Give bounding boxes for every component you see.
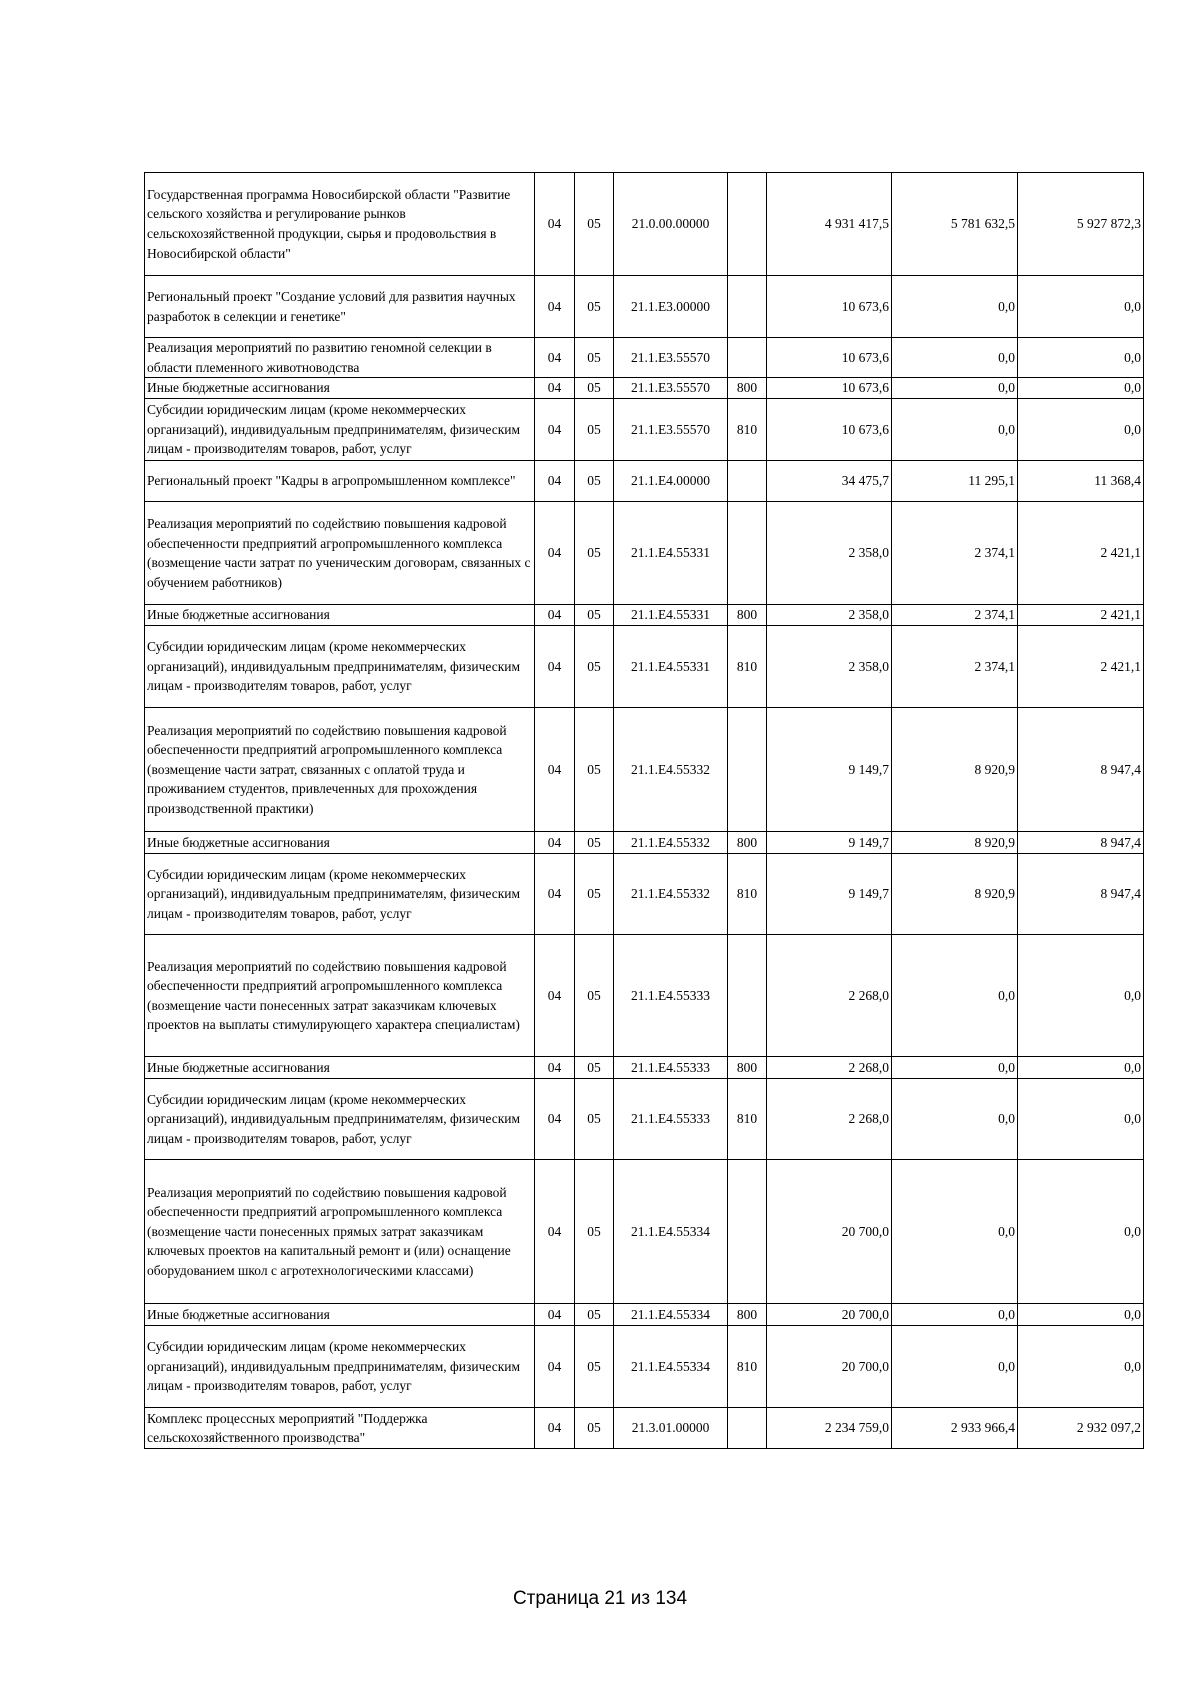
amount-year-1: 2 268,0	[767, 1057, 892, 1079]
target-article-code: 21.1.E4.55333	[614, 1079, 728, 1160]
row-description: Реализация мероприятий по содействию повышения кадровой обеспеченности предприятий агропромышленного комплекса (возмещение части понесенных прямых затрат заказчикам ключевых проектов на капитальный ремонт и (или) оснащение оборудованием школ с агротехнологическими классами)	[145, 1160, 535, 1304]
section-code: 04	[535, 708, 575, 832]
table-row	[145, 338, 1144, 378]
expense-type-code	[728, 461, 767, 502]
section-code: 04	[535, 1160, 575, 1304]
amount-year-1: 10 673,6	[767, 338, 892, 378]
amount-year-2: 0,0	[892, 935, 1018, 1057]
row-description: Субсидии юридическим лицам (кроме некоммерческих организаций), индивидуальным предпринимателям, физическим лицам - производителям товаров, работ, услуг	[145, 1079, 535, 1160]
row-description: Субсидии юридическим лицам (кроме некоммерческих организаций), индивидуальным предпринимателям, физическим лицам - производителям товаров, работ, услуг	[145, 854, 535, 935]
amount-year-1: 2 358,0	[767, 605, 892, 626]
table-row	[145, 1057, 1144, 1079]
amount-year-3: 0,0	[1018, 338, 1144, 378]
subsection-code: 05	[575, 708, 614, 832]
amount-year-2: 2 374,1	[892, 605, 1018, 626]
subsection-code: 05	[575, 378, 614, 399]
expense-type-code: 800	[728, 605, 767, 626]
table-row	[145, 708, 1144, 832]
target-article-code: 21.1.E4.55332	[614, 708, 728, 832]
table-row	[145, 1079, 1144, 1160]
expense-type-code	[728, 276, 767, 338]
amount-year-3: 8 947,4	[1018, 708, 1144, 832]
subsection-code: 05	[575, 1057, 614, 1079]
amount-year-1: 9 149,7	[767, 854, 892, 935]
row-description: Иные бюджетные ассигнования	[145, 1304, 535, 1326]
section-code: 04	[535, 832, 575, 854]
target-article-code: 21.1.E4.55334	[614, 1304, 728, 1326]
budget-table	[144, 172, 1144, 1449]
subsection-code: 05	[575, 605, 614, 626]
section-code: 04	[535, 378, 575, 399]
target-article-code: 21.1.E4.55331	[614, 502, 728, 605]
target-article-code: 21.1.E4.55333	[614, 1057, 728, 1079]
amount-year-1: 2 358,0	[767, 502, 892, 605]
target-article-code: 21.1.E4.55331	[614, 605, 728, 626]
row-description: Иные бюджетные ассигнования	[145, 605, 535, 626]
row-description: Реализация мероприятий по содействию повышения кадровой обеспеченности предприятий агропромышленного комплекса (возмещение части затрат, связанных с оплатой труда и проживанием студентов, привлеченных для прохождения производственной практики)	[145, 708, 535, 832]
amount-year-3: 8 947,4	[1018, 854, 1144, 935]
row-description: Реализация мероприятий по содействию повышения кадровой обеспеченности предприятий агропромышленного комплекса (возмещение части затрат по ученическим договорам, связанных с обучением работников)	[145, 502, 535, 605]
table-row	[145, 1160, 1144, 1304]
target-article-code: 21.1.E4.55332	[614, 832, 728, 854]
target-article-code: 21.3.01.00000	[614, 1408, 728, 1449]
amount-year-1: 2 268,0	[767, 1079, 892, 1160]
amount-year-1: 9 149,7	[767, 708, 892, 832]
section-code: 04	[535, 1057, 575, 1079]
row-description: Реализация мероприятий по содействию повышения кадровой обеспеченности предприятий агропромышленного комплекса (возмещение части понесенных затрат заказчикам ключевых проектов на выплаты стимулирующего характера специалистам)	[145, 935, 535, 1057]
table-row	[145, 502, 1144, 605]
table-row	[145, 832, 1144, 854]
expense-type-code: 810	[728, 626, 767, 708]
expense-type-code: 810	[728, 1326, 767, 1408]
target-article-code: 21.1.E3.55570	[614, 378, 728, 399]
table-row	[145, 626, 1144, 708]
expense-type-code: 800	[728, 1057, 767, 1079]
target-article-code: 21.1.E4.55334	[614, 1326, 728, 1408]
expense-type-code	[728, 1160, 767, 1304]
table-row	[145, 399, 1144, 461]
amount-year-3: 0,0	[1018, 1057, 1144, 1079]
row-description: Региональный проект "Кадры в агропромышленном комплексе"	[145, 461, 535, 502]
amount-year-3: 2 421,1	[1018, 502, 1144, 605]
expense-type-code: 800	[728, 1304, 767, 1326]
amount-year-2: 2 374,1	[892, 502, 1018, 605]
amount-year-3: 0,0	[1018, 276, 1144, 338]
amount-year-2: 11 295,1	[892, 461, 1018, 502]
subsection-code: 05	[575, 399, 614, 461]
section-code: 04	[535, 854, 575, 935]
table-row	[145, 173, 1144, 276]
amount-year-2: 0,0	[892, 1160, 1018, 1304]
row-description: Иные бюджетные ассигнования	[145, 1057, 535, 1079]
page-number: Страница 21 из 134	[512, 1588, 688, 1609]
amount-year-2: 0,0	[892, 338, 1018, 378]
amount-year-2: 0,0	[892, 1057, 1018, 1079]
table-row	[145, 935, 1144, 1057]
expense-type-code	[728, 708, 767, 832]
amount-year-3: 0,0	[1018, 1160, 1144, 1304]
expense-type-code	[728, 502, 767, 605]
row-description: Реализация мероприятий по развитию геномной селекции в области племенного животноводства	[145, 338, 535, 378]
amount-year-1: 2 268,0	[767, 935, 892, 1057]
subsection-code: 05	[575, 1304, 614, 1326]
table-row	[145, 276, 1144, 338]
subsection-code: 05	[575, 832, 614, 854]
amount-year-1: 10 673,6	[767, 276, 892, 338]
target-article-code: 21.1.E4.55331	[614, 626, 728, 708]
section-code: 04	[535, 338, 575, 378]
row-description: Субсидии юридическим лицам (кроме некоммерческих организаций), индивидуальным предпринимателям, физическим лицам - производителям товаров, работ, услуг	[145, 399, 535, 461]
expense-type-code: 810	[728, 399, 767, 461]
section-code: 04	[535, 626, 575, 708]
expense-type-code: 800	[728, 832, 767, 854]
section-code: 04	[535, 399, 575, 461]
target-article-code: 21.1.E3.55570	[614, 399, 728, 461]
expense-type-code: 800	[728, 378, 767, 399]
table-row	[145, 1304, 1144, 1326]
amount-year-2: 8 920,9	[892, 708, 1018, 832]
subsection-code: 05	[575, 1408, 614, 1449]
expense-type-code	[728, 173, 767, 276]
subsection-code: 05	[575, 338, 614, 378]
section-code: 04	[535, 1408, 575, 1449]
amount-year-2: 0,0	[892, 1304, 1018, 1326]
target-article-code: 21.1.E4.55334	[614, 1160, 728, 1304]
subsection-code: 05	[575, 854, 614, 935]
amount-year-2: 8 920,9	[892, 832, 1018, 854]
table-row	[145, 605, 1144, 626]
section-code: 04	[535, 605, 575, 626]
table-row	[145, 854, 1144, 935]
amount-year-2: 0,0	[892, 399, 1018, 461]
expense-type-code	[728, 338, 767, 378]
subsection-code: 05	[575, 461, 614, 502]
amount-year-2: 8 920,9	[892, 854, 1018, 935]
expense-type-code: 810	[728, 1079, 767, 1160]
expense-type-code	[728, 935, 767, 1057]
amount-year-1: 2 358,0	[767, 626, 892, 708]
subsection-code: 05	[575, 626, 614, 708]
amount-year-3: 0,0	[1018, 399, 1144, 461]
section-code: 04	[535, 1304, 575, 1326]
amount-year-2: 2 933 966,4	[892, 1408, 1018, 1449]
row-description: Субсидии юридическим лицам (кроме некоммерческих организаций), индивидуальным предпринимателям, физическим лицам - производителям товаров, работ, услуг	[145, 1326, 535, 1408]
amount-year-2: 0,0	[892, 1079, 1018, 1160]
amount-year-2: 0,0	[892, 378, 1018, 399]
amount-year-1: 10 673,6	[767, 378, 892, 399]
section-code: 04	[535, 1326, 575, 1408]
row-description: Иные бюджетные ассигнования	[145, 378, 535, 399]
amount-year-3: 0,0	[1018, 1326, 1144, 1408]
table-row	[145, 461, 1144, 502]
section-code: 04	[535, 461, 575, 502]
target-article-code: 21.1.E4.55332	[614, 854, 728, 935]
amount-year-3: 0,0	[1018, 935, 1144, 1057]
target-article-code: 21.1.E3.00000	[614, 276, 728, 338]
amount-year-3: 11 368,4	[1018, 461, 1144, 502]
row-description: Комплекс процессных мероприятий "Поддержка сельскохозяйственного производства"	[145, 1408, 535, 1449]
amount-year-2: 5 781 632,5	[892, 173, 1018, 276]
section-code: 04	[535, 276, 575, 338]
section-code: 04	[535, 1079, 575, 1160]
amount-year-3: 2 421,1	[1018, 605, 1144, 626]
subsection-code: 05	[575, 1160, 614, 1304]
section-code: 04	[535, 502, 575, 605]
amount-year-2: 2 374,1	[892, 626, 1018, 708]
subsection-code: 05	[575, 1079, 614, 1160]
amount-year-1: 2 234 759,0	[767, 1408, 892, 1449]
amount-year-2: 0,0	[892, 1326, 1018, 1408]
subsection-code: 05	[575, 276, 614, 338]
table-row	[145, 378, 1144, 399]
target-article-code: 21.0.00.00000	[614, 173, 728, 276]
target-article-code: 21.1.E3.55570	[614, 338, 728, 378]
amount-year-3: 0,0	[1018, 378, 1144, 399]
amount-year-3: 8 947,4	[1018, 832, 1144, 854]
row-description: Иные бюджетные ассигнования	[145, 832, 535, 854]
amount-year-3: 5 927 872,3	[1018, 173, 1144, 276]
amount-year-3: 2 421,1	[1018, 626, 1144, 708]
amount-year-1: 20 700,0	[767, 1326, 892, 1408]
subsection-code: 05	[575, 935, 614, 1057]
expense-type-code	[728, 1408, 767, 1449]
amount-year-1: 9 149,7	[767, 832, 892, 854]
amount-year-3: 0,0	[1018, 1079, 1144, 1160]
target-article-code: 21.1.E4.00000	[614, 461, 728, 502]
row-description: Государственная программа Новосибирской области "Развитие сельского хозяйства и регулирование рынков сельскохозяйственной продукции, сырья и продовольствия в Новосибирской области"	[145, 173, 535, 276]
subsection-code: 05	[575, 502, 614, 605]
amount-year-2: 0,0	[892, 276, 1018, 338]
subsection-code: 05	[575, 1326, 614, 1408]
section-code: 04	[535, 935, 575, 1057]
row-description: Субсидии юридическим лицам (кроме некоммерческих организаций), индивидуальным предпринимателям, физическим лицам - производителям товаров, работ, услуг	[145, 626, 535, 708]
amount-year-1: 20 700,0	[767, 1304, 892, 1326]
target-article-code: 21.1.E4.55333	[614, 935, 728, 1057]
table-row	[145, 1408, 1144, 1449]
amount-year-1: 34 475,7	[767, 461, 892, 502]
amount-year-1: 4 931 417,5	[767, 173, 892, 276]
amount-year-1: 20 700,0	[767, 1160, 892, 1304]
subsection-code: 05	[575, 173, 614, 276]
amount-year-1: 10 673,6	[767, 399, 892, 461]
expense-type-code: 810	[728, 854, 767, 935]
amount-year-3: 0,0	[1018, 1304, 1144, 1326]
section-code: 04	[535, 173, 575, 276]
row-description: Региональный проект "Создание условий для развития научных разработок в селекции и генетике"	[145, 276, 535, 338]
table-body	[145, 173, 1144, 1449]
amount-year-3: 2 932 097,2	[1018, 1408, 1144, 1449]
table-row	[145, 1326, 1144, 1408]
